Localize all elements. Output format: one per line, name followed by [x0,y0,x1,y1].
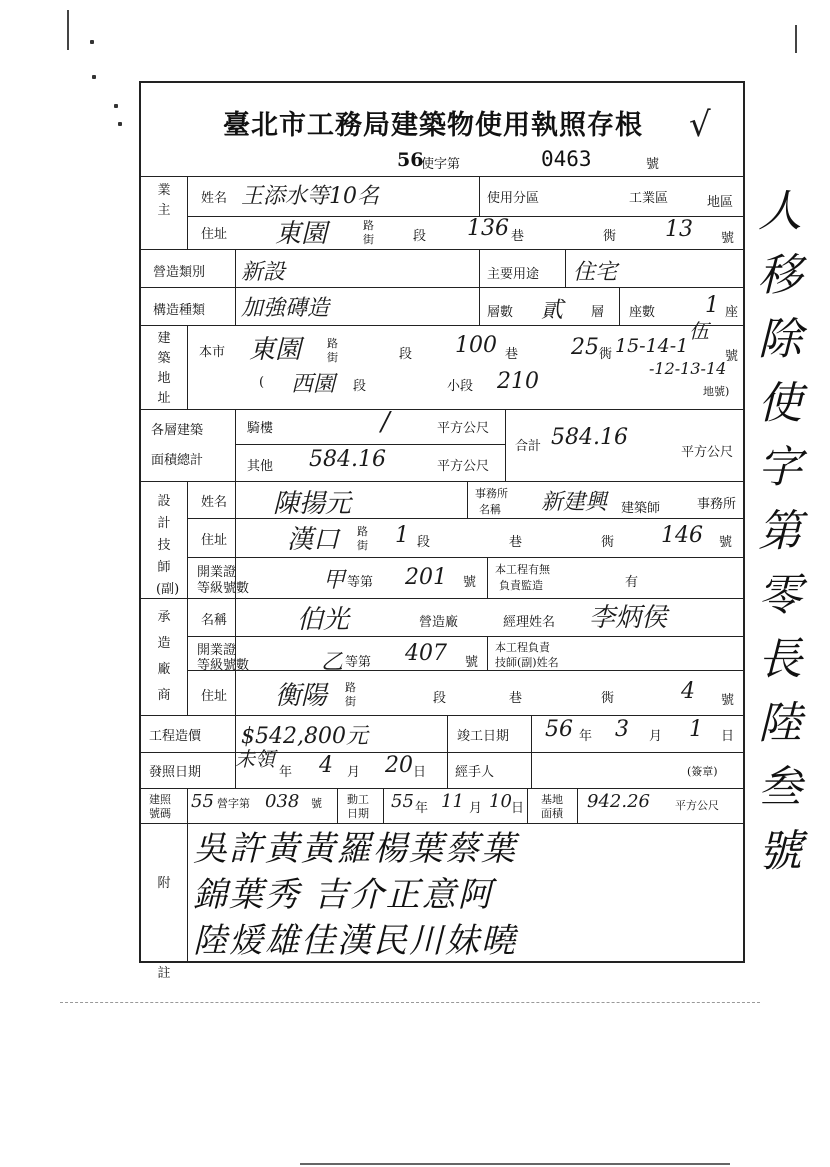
check-mark: √ [689,105,711,145]
contractor-street-label: 街 [345,695,356,708]
site-city-label: 本市 [199,345,226,360]
start-month: 11 [441,791,464,812]
total-unit: 平方公尺 [681,445,734,460]
seal-label: (簽章) [687,765,718,778]
total-label: 合計 [515,439,542,454]
manager-label: 經理姓名 [503,615,556,630]
completion-month: 3 [615,717,629,742]
other-label: 其他 [247,459,274,474]
manager-value: 李炳侯 [589,603,668,633]
buildings-value: 1 [705,293,719,318]
firm-value: 新建興 [541,490,608,515]
start-permit-label-2: 號碼 [149,807,171,820]
scan-mark [118,122,122,126]
site-road-value: 東園 [249,335,302,365]
supervisor-value: 有 [625,575,639,590]
firm-suffix-2: 事務所 [697,497,737,512]
architect-alley-label: 衖 [601,535,615,550]
owner-lane-value: 136 [467,216,509,241]
use-zone-label: 使用分區 [487,191,540,206]
scan-mark [92,75,96,79]
start-day: 10 [489,791,512,812]
site-alley-value: 25 [571,335,599,360]
scan-mark [114,104,118,108]
owner-name-value: 王添水等10名 [241,184,379,209]
base-area-value: 942.26 [587,791,650,812]
contractor-address-road: 衡陽 [275,681,328,711]
lot-section-label: 段 [353,379,367,394]
issue-year-label: 年 [279,765,293,780]
issue-day: 20 [385,753,413,778]
area-group-label-1: 各層建築 [151,423,204,438]
lot-section-value: 西園 [291,372,336,397]
contractor-address-label: 住址 [201,689,228,704]
architect-license-label-2: 等級號數 [197,581,250,596]
scan-edge [60,1002,760,1003]
start-permit-label-1: 建照 [149,793,171,806]
contractor-license-label-1: 開業證 [197,643,237,658]
arcade-unit: 平方公尺 [437,421,490,436]
lot-numbers-extra: -12-13-14 [649,359,727,378]
margin-note: 人移除使字第零長陸叁號 [758,186,802,877]
start-permit-number: 038 [265,791,300,812]
scan-edge [795,25,797,53]
arcade-value: / [381,407,390,437]
area-group-label-2: 面積總計 [151,453,204,468]
floors-unit: 層 [591,305,605,320]
site-road-label: 路 [327,337,338,350]
buildings-label: 座數 [629,305,656,320]
supervisor-label-1: 本工程有無 [495,563,550,576]
contractor-name-label: 名稱 [201,613,228,628]
permit-form [139,81,745,981]
architect-group-label: 設計技師(副) [156,494,180,597]
notes-line-3: 陸煖雄佳漢民川妹曉 [193,921,517,961]
other-unit: 平方公尺 [437,459,490,474]
owner-street-label: 街 [363,233,374,246]
start-permit-suffix: 號 [311,797,322,810]
contractor-name-suffix: 營造廠 [419,615,459,630]
architect-section-label: 段 [417,535,431,550]
base-area-label-1: 基地 [541,793,563,806]
start-label-1: 動工 [347,793,369,806]
owner-number-value: 13 [665,217,693,242]
floors-label: 層數 [487,305,514,320]
firm-label-2: 名稱 [479,503,501,516]
form-title: 臺北市工務局建築物使用執照存根 [223,110,643,141]
architect-number-label: 號 [719,535,733,550]
owner-road-label: 路 [363,219,374,232]
contractor-group-label: 承造廠商 [157,610,171,703]
permit-prefix: 56 [397,149,424,171]
notes-line-1: 吳許黃黃羅楊葉蔡葉 [193,829,517,869]
other-value: 584.16 [309,447,386,472]
architect-name-label: 姓名 [201,495,228,510]
arcade-label: 騎樓 [247,421,274,436]
contractor-name-value: 伯光 [297,605,350,635]
lot-number-value: 210 [497,369,539,394]
scan-edge [67,10,69,50]
issue-year-extra: 未領 [235,747,275,771]
owner-name-label: 姓名 [201,191,228,206]
issue-month-label: 月 [347,765,361,780]
supervisor-label-2: 負責監造 [499,579,543,592]
notes-label: 附註 [157,876,171,981]
architect-license-number: 201 [405,565,447,590]
construction-type-value: 新設 [241,260,286,285]
owner-section-label: 段 [413,229,427,244]
construction-type-label: 營造類別 [153,265,206,280]
main-use-label: 主要用途 [487,267,540,282]
architect-road-label: 路 [357,525,368,538]
permit-suffix: 號 [646,157,660,172]
total-value: 584.16 [551,425,628,450]
site-alley-label: 衖 [599,347,613,362]
buildings-unit: 座 [725,305,739,320]
site-group-label: 建築地址 [157,331,171,406]
contractor-license-number: 407 [405,641,447,666]
start-permit-year: 55 [191,791,214,812]
architect-license-suffix: 號 [463,575,477,590]
start-day-label: 日 [511,801,525,816]
contractor-section-label: 段 [433,691,447,706]
architect-street-label: 街 [357,539,368,552]
architect-section-value: 1 [395,523,409,548]
contractor-license-grade: 乙 [321,650,344,675]
base-area-unit: 平方公尺 [675,799,719,812]
lot-label: 地號) [703,385,730,398]
contractor-number-value: 4 [681,679,695,704]
contractor-license-label-2: 等級號數 [197,658,250,673]
contractor-lane-label: 巷 [509,691,523,706]
architect-lane-label: 巷 [509,535,523,550]
lot-subsection-label: 小段 [447,379,474,394]
start-permit-type: 營字第 [217,797,250,810]
site-number-extra: 伍 [689,319,709,343]
site-number-value: 15-14-1 [615,335,689,357]
owner-address-road: 東園 [275,219,328,249]
base-area-label-2: 面積 [541,807,563,820]
structure-label: 構造種類 [153,303,206,318]
issue-month: 4 [319,753,333,778]
start-month-label: 月 [469,801,483,816]
start-year-label: 年 [415,801,429,816]
site-street-label: 街 [327,351,338,364]
owner-address-label: 住址 [201,227,228,242]
structure-value: 加強磚造 [241,296,330,321]
owner-alley-label: 衖 [603,229,617,244]
architect-address-label: 住址 [201,533,228,548]
issue-label: 發照日期 [149,765,202,780]
architect-license-label-1: 開業證 [197,565,237,580]
contractor-license-suffix: 號 [465,655,479,670]
completion-label: 竣工日期 [457,729,510,744]
permit-type: 使字第 [421,157,461,172]
completion-day: 1 [689,717,703,742]
completion-year-label: 年 [579,729,593,744]
permit-number: 0463 [541,147,592,171]
handler-label: 經手人 [455,765,495,780]
owner-group-label: 業主 [157,183,171,218]
main-use-value: 住宅 [573,260,618,285]
completion-month-label: 月 [649,729,663,744]
firm-suffix: 建築師 [621,501,661,516]
notes-line-2: 錦葉秀 吉介正意阿 [193,875,494,915]
architect-number-value: 146 [661,523,703,548]
contractor-alley-label: 衖 [601,691,615,706]
engineer-label-1: 本工程負責 [495,641,550,654]
contractor-number-label: 號 [721,693,735,708]
contractor-road-label: 路 [345,681,356,694]
issue-day-label: 日 [413,765,427,780]
architect-license-mid: 等第 [347,575,374,590]
floors-value: 貳 [541,298,564,323]
completion-year: 56 [545,717,573,742]
firm-label-1: 事務所 [475,487,508,500]
site-lane-label: 巷 [505,347,519,362]
start-label-2: 日期 [347,807,369,820]
lot-open: ( [259,375,265,390]
owner-number-label: 號 [721,231,735,246]
site-lane-value: 100 [455,333,497,358]
scan-mark [90,40,94,44]
cost-value: $542,800元 [241,724,368,749]
use-zone-suffix: 地區 [707,195,734,210]
engineer-label-2: 技師(副)姓名 [495,656,559,669]
start-year: 55 [391,791,414,812]
site-section-label: 段 [399,347,413,362]
architect-address-road: 漢口 [287,525,340,555]
cost-label: 工程造價 [149,729,202,744]
site-number-label: 號 [725,349,739,364]
contractor-license-mid: 等第 [345,655,372,670]
architect-name-value: 陳揚元 [273,489,352,519]
use-zone-value: 工業區 [629,191,669,206]
completion-day-label: 日 [721,729,735,744]
owner-lane-label: 巷 [511,229,525,244]
scan-edge [300,1163,730,1165]
architect-license-grade: 甲 [323,568,346,593]
